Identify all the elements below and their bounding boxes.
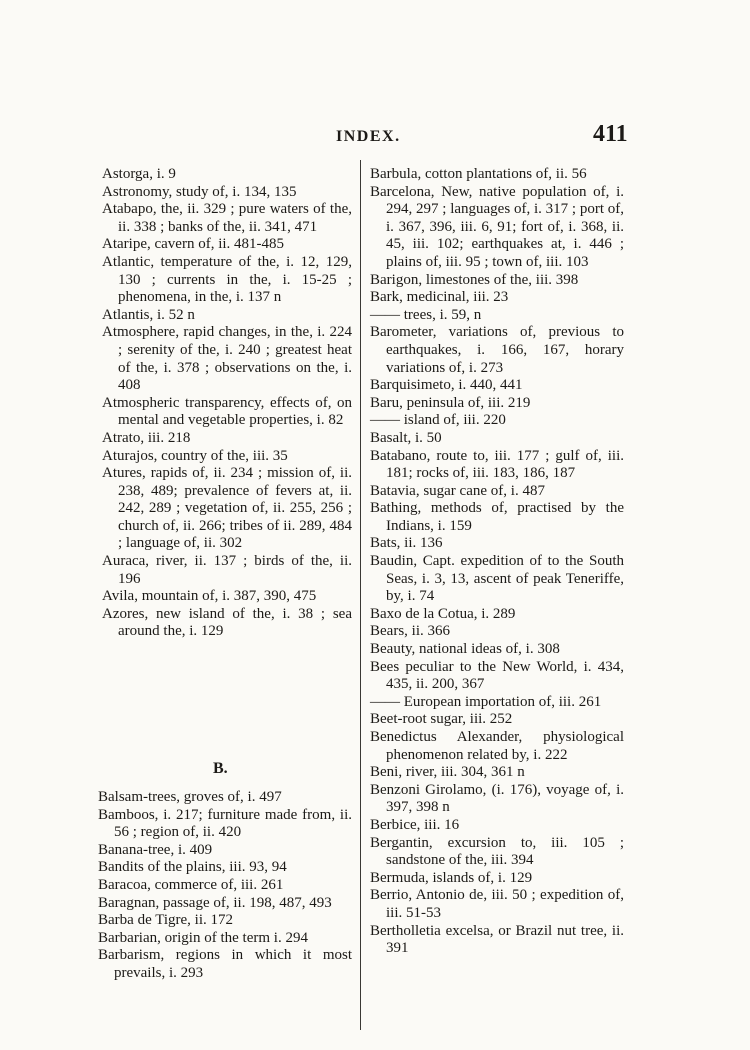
- index-entry: Barba de Tigre, ii. 172: [98, 912, 233, 929]
- left-column-b: [98, 789, 352, 983]
- index-entry: Bertholletia excelsa, or Brazil nut tree, ii. 391: [370, 922, 624, 957]
- index-entry: Barometer, variations of, previous to earthquakes, i. 166, 167, horary variations of, i. 273: [370, 324, 624, 376]
- index-entry: Bats, ii. 136: [370, 535, 443, 552]
- index-entry: Bamboos, i. 217; furniture made from, ii. 56 ; region of, ii. 420: [98, 806, 352, 841]
- index-entry: Ataripe, cavern of, ii. 481-485: [102, 236, 285, 253]
- index-entry: Barcelona, New, native population of, i. 294, 297 ; languages of, i. 317 ; port of, i. 367, 396, iii. 6, 91; fort of, i. 368, ii. 45, iii. 102; earthquakes at, i. 446 ; plains of, iii. 95 ; town of, iii. 103: [370, 183, 624, 270]
- index-entry: Aturajos, country of the, iii. 35: [102, 447, 288, 464]
- section-heading: B.: [213, 760, 228, 777]
- index-entry: Astronomy, study of, i. 134, 135: [102, 183, 297, 200]
- index-entry: Astorga, i. 9: [102, 166, 176, 182]
- index-entry: Atlantic, temperature of the, i. 12, 129, 130 ; currents in the, i. 15-25 ; phenomena, in the, i. 137 n: [102, 253, 352, 306]
- index-entry: Baudin, Capt. expedition of to the South Seas, i. 3, 13, ascent of peak Teneriffe, by, i. 74: [370, 553, 624, 605]
- index-entry: Bermuda, islands of, i. 129: [370, 869, 533, 886]
- index-entry: Batabano, route to, iii. 177 ; gulf of, iii. 181; rocks of, iii. 183, 186, 187: [370, 447, 624, 482]
- index-entry: Barbarism, regions in which it most prevails, i. 293: [98, 947, 352, 981]
- index-entry: Atrato, iii. 218: [102, 429, 191, 446]
- index-entry: Auraca, river, ii. 137 ; birds of the, ii. 196: [102, 553, 352, 587]
- index-entry: Atabapo, the, ii. 329 ; pure waters of the, ii. 338 ; banks of the, ii. 341, 471: [102, 201, 352, 235]
- index-entry: Baracoa, commerce of, iii. 261: [98, 876, 284, 893]
- index-entry: Baru, peninsula of, iii. 219: [370, 394, 531, 411]
- index-entry: —— European importation of, iii. 261: [370, 693, 602, 710]
- index-entry: Atures, rapids of, ii. 234 ; mission of, ii. 238, 489; prevalence of fevers at, ii. 242, 289 ; vegetation of, ii. 255, 256 ; church of, ii. 266; tribes of ii. 289, 484 ; language of, ii. 302: [102, 465, 352, 552]
- index-entry: Atmosphere, rapid changes, in the, i. 224 ; serenity of the, i. 240 ; greatest heat of the, i. 378 ; observations on the, i. 408: [102, 324, 352, 394]
- index-entry: Atlantis, i. 52 n: [102, 306, 195, 323]
- index-entry: Benzoni Girolamo, (i. 176), voyage of, i. 397, 398 n: [370, 781, 624, 816]
- index-entry: Atmospheric transparency, effects of, on mental and vegetable properties, i. 82: [102, 394, 352, 429]
- index-entry: Berrio, Antonio de, iii. 50 ; expedition of, iii. 51-53: [370, 887, 624, 921]
- index-entry: —— island of, iii. 220: [370, 412, 506, 429]
- page-number: 411: [593, 121, 628, 147]
- index-entry: Baragnan, passage of, ii. 198, 487, 493: [98, 894, 332, 911]
- index-entry: Bandits of the plains, iii. 93, 94: [98, 859, 287, 876]
- index-entry: Batavia, sugar cane of, i. 487: [370, 482, 545, 499]
- index-entry: Bears, ii. 366: [370, 623, 450, 640]
- left-column: [102, 166, 352, 641]
- index-entry: Avila, mountain of, i. 387, 390, 475: [102, 588, 317, 605]
- index-entry: Beni, river, iii. 304, 361 n: [370, 764, 525, 781]
- index-entry: Bathing, methods of, practised by the Indians, i. 159: [370, 500, 624, 534]
- index-entry: Baxo de la Cotua, i. 289: [370, 605, 516, 622]
- index-entry: Benedictus Alexander, physiological phenomenon related by, i. 222: [370, 729, 624, 763]
- index-entry: Bees peculiar to the New World, i. 434, 435, ii. 200, 367: [370, 658, 624, 693]
- index-entry: Barbula, cotton plantations of, ii. 56: [370, 166, 587, 182]
- index-entry: —— trees, i. 59, n: [370, 306, 482, 323]
- index-entry: Beauty, national ideas of, i. 308: [370, 641, 560, 658]
- index-entry: Balsam-trees, groves of, i. 497: [98, 789, 282, 805]
- index-entry: Bergantin, excursion to, iii. 105 ; sandstone of the, iii. 394: [370, 834, 624, 869]
- running-head: INDEX.: [336, 128, 401, 145]
- index-entry: Barbarian, origin of the term i. 294: [98, 929, 308, 946]
- right-column: [370, 166, 624, 958]
- column-divider: [360, 160, 361, 1030]
- index-entry: Beet-root sugar, iii. 252: [370, 711, 513, 728]
- index-entry: Bark, medicinal, iii. 23: [370, 289, 509, 306]
- index-entry: Barigon, limestones of the, iii. 398: [370, 271, 579, 288]
- index-entry: Barquisimeto, i. 440, 441: [370, 377, 523, 394]
- index-entry: Basalt, i. 50: [370, 429, 442, 446]
- index-entry: Azores, new island of the, i. 38 ; sea around the, i. 129: [102, 605, 352, 640]
- index-entry: Banana-tree, i. 409: [98, 841, 213, 858]
- index-entry: Berbice, iii. 16: [370, 816, 460, 833]
